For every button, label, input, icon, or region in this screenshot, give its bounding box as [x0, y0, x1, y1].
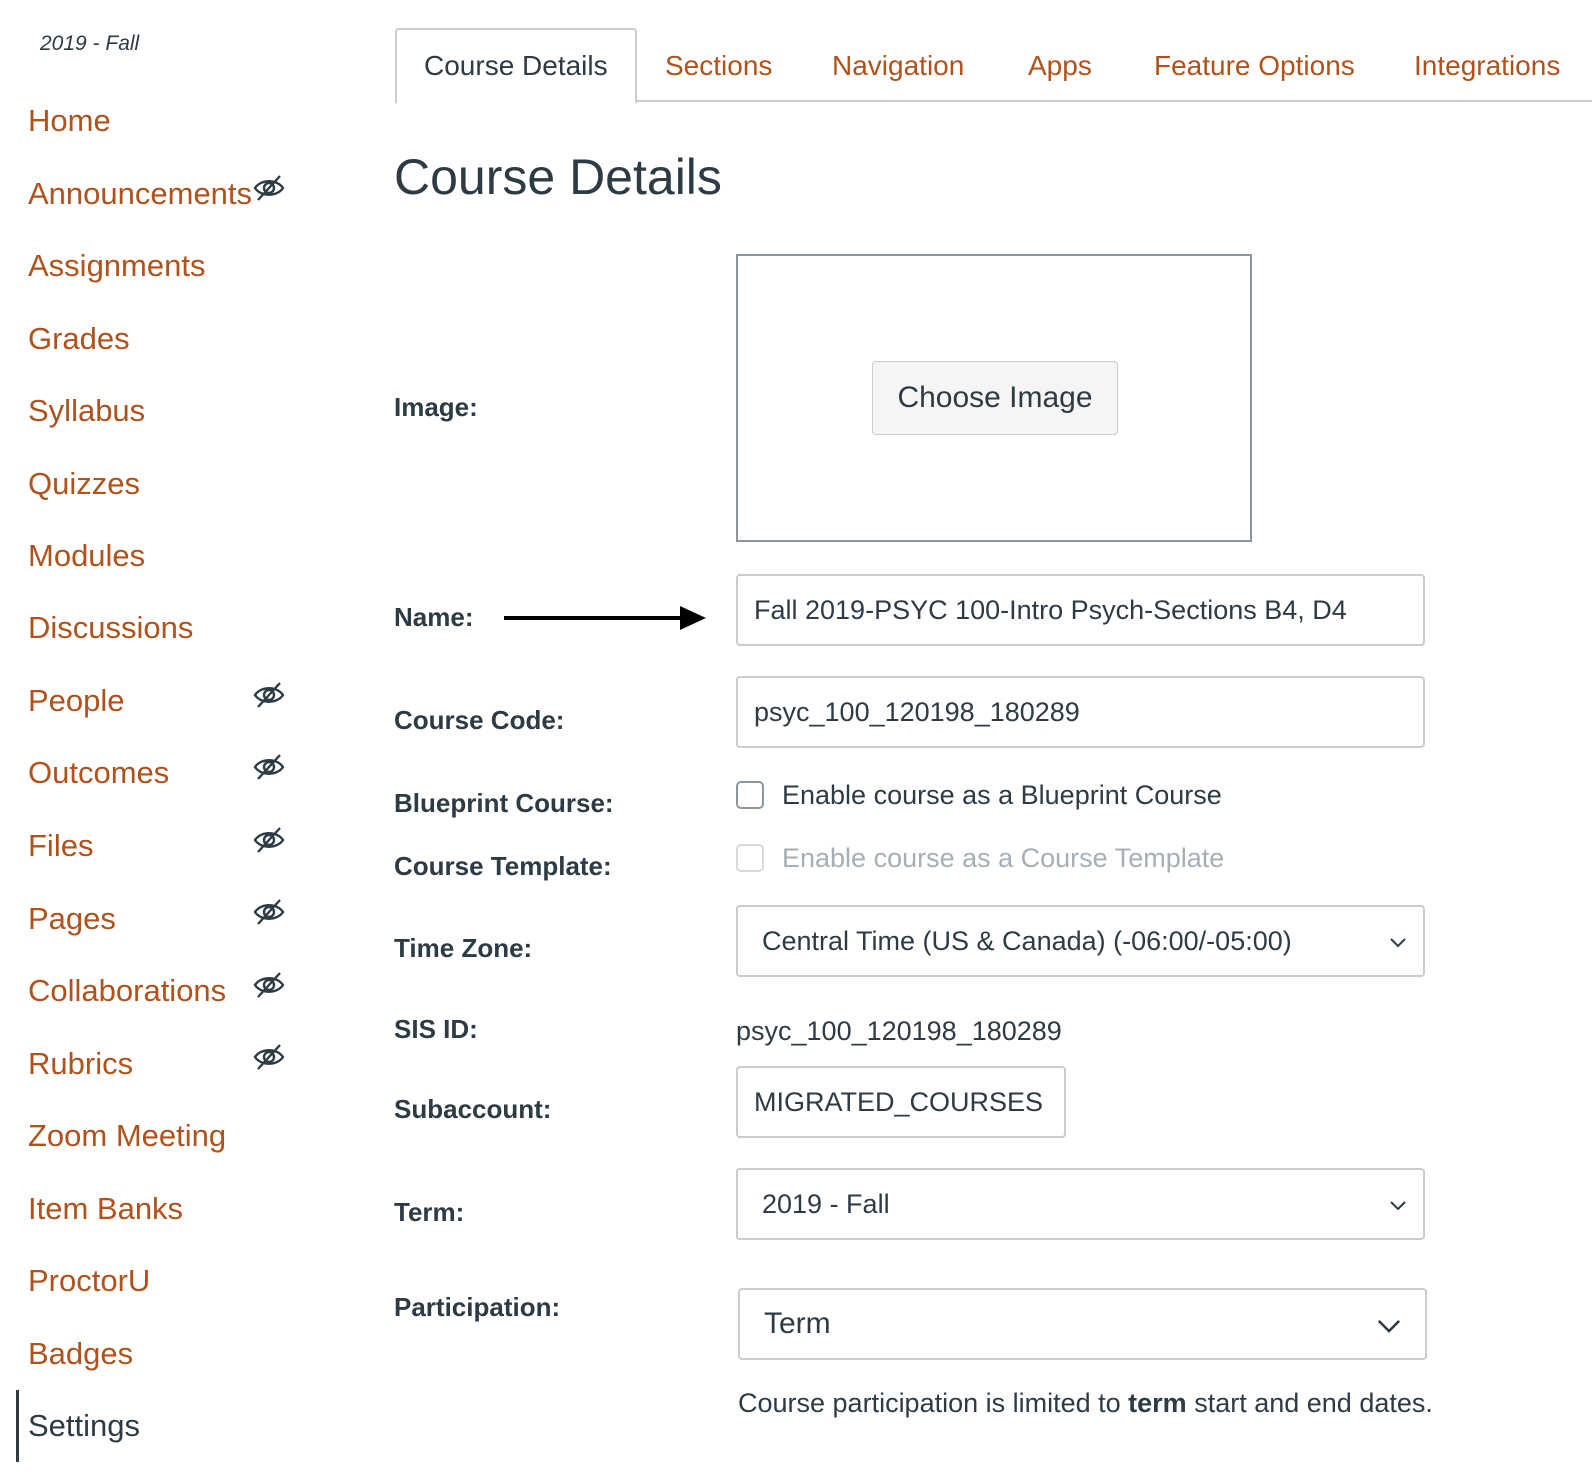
tab-integrations[interactable]: Integrations [1414, 50, 1561, 81]
arrow-annotation-icon [504, 604, 706, 632]
course-name-input[interactable]: Fall 2019-PSYC 100-Intro Psych-Sections B4, D4 [736, 574, 1425, 646]
eye-slash-icon [252, 750, 286, 784]
sidebar-item-label[interactable]: Announcements [28, 176, 253, 211]
sidebar-item-quizzes[interactable] [28, 460, 328, 508]
sidebar-item-label[interactable]: Files [28, 828, 94, 863]
participation-select[interactable] [738, 1288, 1427, 1360]
course-image-box [736, 254, 1252, 542]
sidebar-item-item-banks[interactable] [28, 1185, 328, 1233]
sidebar-item-zoom-meeting[interactable] [28, 1112, 328, 1160]
sidebar-item-modules[interactable] [28, 532, 328, 580]
sidebar-item-label[interactable]: People [28, 683, 125, 718]
help-bold: term [1128, 1388, 1187, 1418]
course-code-input[interactable]: psyc_100_120198_180289 [736, 676, 1425, 748]
tab-feature-options[interactable]: Feature Options [1154, 50, 1355, 81]
chevron-down-icon [1387, 931, 1409, 953]
help-prefix: Course participation is limited to [738, 1388, 1129, 1418]
sidebar-item-grades[interactable] [28, 315, 328, 363]
eye-slash-icon [252, 171, 286, 205]
tab-course-details[interactable]: Course Details [395, 28, 637, 104]
time-zone-label: Time Zone: [394, 933, 533, 963]
sidebar-item-label[interactable]: ProctorU [28, 1263, 151, 1298]
active-indicator [16, 1390, 19, 1462]
sidebar-item-label[interactable]: Badges [28, 1336, 134, 1371]
sidebar-item-proctoru[interactable] [28, 1257, 328, 1305]
name-label: Name: [394, 602, 474, 632]
participation-help-text [738, 1388, 1433, 1419]
participation-label: Participation: [394, 1292, 561, 1322]
subaccount-label: Subaccount: [394, 1094, 552, 1124]
sidebar-item-home[interactable] [28, 97, 328, 145]
sidebar-item-label[interactable]: Home [28, 103, 111, 138]
blueprint-checkbox[interactable] [736, 781, 764, 809]
tab-sections[interactable]: Sections [665, 50, 773, 81]
eye-slash-icon [252, 968, 286, 1002]
term-label: Term: [394, 1197, 465, 1227]
sis-id-label: SIS ID: [394, 1014, 478, 1044]
sidebar-item-discussions[interactable] [28, 604, 328, 652]
choose-image-button[interactable]: Choose Image [872, 361, 1118, 435]
course-template-label: Course Template: [394, 851, 612, 881]
sidebar-item-label[interactable]: Discussions [28, 610, 194, 645]
participation-value: Term [764, 1307, 831, 1340]
sidebar-item-label[interactable]: Pages [28, 901, 116, 936]
time-zone-value: Central Time (US & Canada) (-06:00/-05:00) [762, 925, 1292, 956]
time-zone-select[interactable] [736, 905, 1425, 977]
eye-slash-icon [252, 823, 286, 857]
sidebar-item-label[interactable]: Zoom Meeting [28, 1118, 227, 1153]
chevron-down-icon [1387, 1194, 1409, 1216]
tab-apps[interactable]: Apps [1028, 50, 1092, 81]
blueprint-checkbox-row[interactable] [736, 778, 1222, 812]
course-code-label: Course Code: [394, 705, 565, 735]
tab-navigation[interactable]: Navigation [832, 50, 965, 81]
sidebar-item-label[interactable]: Rubrics [28, 1046, 134, 1081]
chevron-down-icon [1375, 1312, 1403, 1340]
sidebar-item-label[interactable]: Settings [28, 1408, 141, 1443]
term-value: 2019 - Fall [762, 1188, 890, 1219]
help-suffix: start and end dates. [1186, 1388, 1433, 1418]
settings-tabs [395, 30, 1592, 102]
sidebar-item-label[interactable]: Quizzes [28, 466, 140, 501]
sidebar-item-label[interactable]: Syllabus [28, 393, 146, 428]
subaccount-field[interactable]: MIGRATED_COURSES [736, 1066, 1066, 1138]
course-term-label: 2019 - Fall [40, 32, 140, 55]
sidebar-item-settings[interactable] [28, 1402, 328, 1450]
sidebar-item-syllabus[interactable] [28, 387, 328, 435]
sidebar-item-label[interactable]: Item Banks [28, 1191, 184, 1226]
page-title: Course Details [394, 149, 722, 205]
sidebar-item-label[interactable]: Modules [28, 538, 146, 573]
term-select[interactable] [736, 1168, 1425, 1240]
eye-slash-icon [252, 895, 286, 929]
image-label: Image: [394, 392, 478, 422]
sidebar-item-label[interactable]: Grades [28, 321, 130, 356]
blueprint-checkbox-label[interactable]: Enable course as a Blueprint Course [782, 779, 1222, 810]
template-checkbox [736, 844, 764, 872]
sis-id-value: psyc_100_120198_180289 [736, 1016, 1062, 1046]
template-checkbox-label: Enable course as a Course Template [782, 842, 1225, 873]
sidebar-item-label[interactable]: Assignments [28, 248, 206, 283]
eye-slash-icon [252, 1040, 286, 1074]
sidebar-item-label[interactable]: Collaborations [28, 973, 227, 1008]
eye-slash-icon [252, 678, 286, 712]
course-navigation-sidebar [0, 0, 340, 1482]
blueprint-course-label: Blueprint Course: [394, 788, 614, 818]
sidebar-item-label[interactable]: Outcomes [28, 755, 170, 790]
sidebar-item-badges[interactable] [28, 1330, 328, 1378]
template-checkbox-row [736, 841, 1224, 875]
sidebar-item-assignments[interactable] [28, 242, 328, 290]
